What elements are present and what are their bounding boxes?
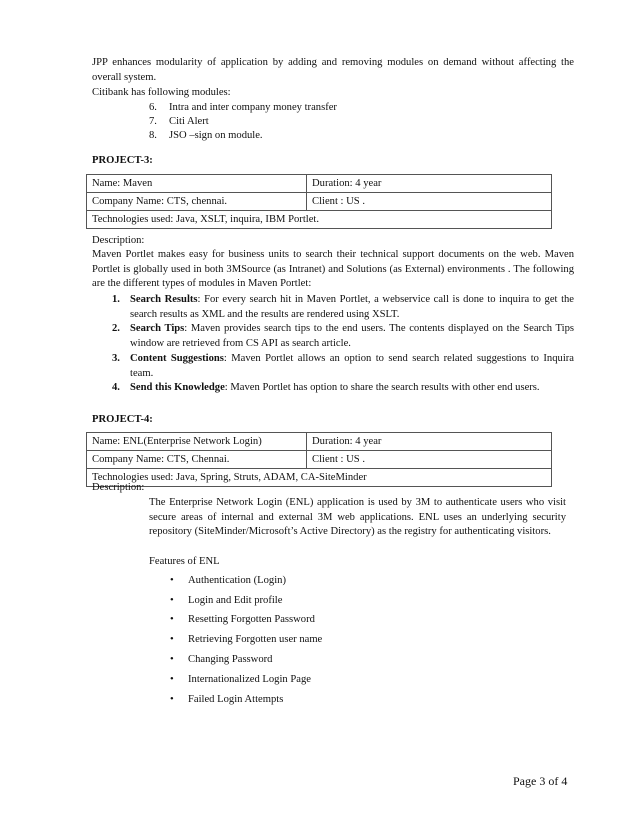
project-4-heading: PROJECT-4: [92, 414, 153, 425]
project-name-cell: Name: ENL(Enterprise Network Login) [87, 433, 307, 451]
feature-bullet-item [170, 574, 286, 589]
module-list-item [112, 381, 574, 396]
list-item-text: : Maven Portlet allows an option to send search related suggestions to Inquira team. [130, 353, 574, 379]
module-list-item [112, 322, 574, 351]
project-company-cell: Company Name: CTS, chennai. [87, 193, 307, 211]
list-item-title: Search Results [130, 294, 198, 305]
project-company-cell: Company Name: CTS, Chennai. [87, 451, 307, 469]
project-3-table [86, 174, 552, 229]
feature-text: Authentication (Login) [188, 575, 286, 586]
citibank-heading: Citibank has following modules: [92, 87, 231, 98]
bullet-icon: • [170, 674, 174, 685]
list-number: 1. [112, 294, 120, 305]
module-text: Intra and inter company money transfer [169, 102, 337, 113]
project-name-cell: Name: Maven [87, 175, 307, 193]
module-num: 6. [149, 102, 157, 113]
feature-text: Retrieving Forgotten user name [188, 634, 323, 645]
bullet-icon: • [170, 614, 174, 625]
list-item-text: : Maven Portlet has option to share the search results with other end users. [224, 382, 540, 393]
module-list-item [149, 115, 209, 130]
module-list-item [149, 101, 337, 116]
feature-bullet-item [170, 673, 311, 688]
module-num: 8. [149, 130, 157, 141]
feature-bullet-item [170, 594, 282, 609]
list-number: 3. [112, 353, 120, 364]
list-number: 4. [112, 382, 120, 393]
feature-text: Internationalized Login Page [188, 674, 311, 685]
description-label: Description: [92, 482, 145, 493]
list-item-text: : For every search hit in Maven Portlet, a webservice call is done to inquira to get the search results as XML and the results are rendered using XSLT. [130, 294, 575, 320]
feature-bullet-item [170, 693, 283, 708]
feature-text: Failed Login Attempts [188, 694, 284, 705]
features-label: Features of ENL [149, 556, 220, 567]
module-text: JSO –sign on module. [169, 130, 263, 141]
list-item-title: Search Tips [130, 323, 185, 334]
project-3-description: Maven Portlet makes easy for business units to search their technical support documents on the web. Maven Portlet is globally used in both 3MSource (as Intranet) and Solutions (as External) environments . The following are the different types of modules in Maven Portlet: [92, 249, 574, 290]
feature-bullet-item [170, 613, 315, 628]
bullet-icon: • [170, 654, 174, 665]
feature-text: Changing Password [188, 654, 273, 665]
project-client-cell: Client : US . [307, 193, 552, 211]
project-4-table [86, 432, 552, 487]
feature-bullet-item [170, 633, 322, 648]
module-list-item [112, 293, 574, 322]
description-label: Description: [92, 235, 145, 246]
module-num: 7. [149, 116, 157, 127]
bullet-icon: • [170, 694, 174, 705]
project-tech-cell: Technologies used: Java, XSLT, inquira, IBM Portlet. [87, 211, 552, 229]
project-client-cell: Client : US . [307, 451, 552, 469]
list-number: 2. [112, 323, 120, 334]
bullet-icon: • [170, 634, 174, 645]
project-duration-cell: Duration: 4 year [307, 175, 552, 193]
module-list-item [112, 352, 574, 381]
list-item-text: : Maven provides search tips to the end users. The contents displayed on the Search Tips window are retrieved from CS API as search article. [130, 323, 574, 349]
bullet-icon: • [170, 595, 174, 606]
feature-text: Resetting Forgotten Password [188, 614, 315, 625]
project-3-heading: PROJECT-3: [92, 155, 153, 166]
module-text: Citi Alert [169, 116, 209, 127]
list-item-title: Content Suggestions [130, 353, 224, 364]
project-4-description: The Enterprise Network Login (ENL) application is used by 3M to authenticate users who visit secure areas of internal and external 3M web applications. ENL uses an underlying security repository (SiteMinder/Microsoft’s Active Directory) as the registry for authenticating visitors. [149, 497, 566, 538]
project-tech-cell: Technologies used: Java, Spring, Struts, ADAM, CA-SiteMinder [87, 469, 552, 487]
module-list-item [149, 129, 263, 144]
project-duration-cell: Duration: 4 year [307, 433, 552, 451]
intro-paragraph: JPP enhances modularity of application by adding and removing modules on demand without affecting the overall system. [92, 57, 574, 83]
list-item-title: Send this Knowledge [130, 382, 225, 393]
bullet-icon: • [170, 575, 174, 586]
feature-text: Login and Edit profile [188, 595, 283, 606]
feature-bullet-item [170, 653, 272, 668]
page-number: Page 3 of 4 [513, 774, 568, 788]
